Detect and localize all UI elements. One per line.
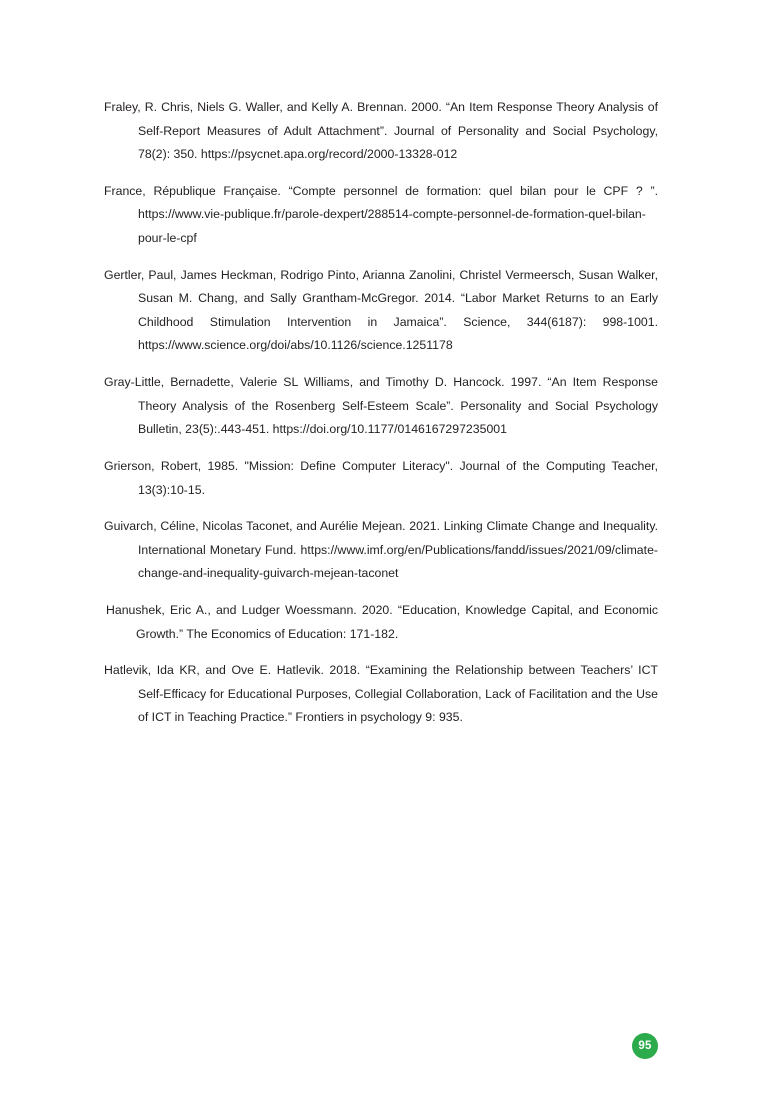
reference-entry: Hanushek, Eric A., and Ludger Woessmann. 2020. “Education, Knowledge Capital, and Economic Growth.” The Economics of Education: 171-182. xyxy=(106,602,658,641)
page-number-badge: 95 xyxy=(632,1033,658,1059)
reference-list xyxy=(104,96,658,730)
reference-entry: Gertler, Paul, James Heckman, Rodrigo Pinto, Arianna Zanolini, Christel Vermeersch, Susan Walker, Susan M. Chang, and Sally Grantham-McGregor. 2014. “Labor Market Returns to an Early Childhood Stimulation Intervention in Jamaica”. Science, 344(6187): 998-1001. https://www.science.org/doi/abs/10.1126/science.1251178 xyxy=(104,267,658,353)
reference-entry: Gray-Little, Bernadette, Valerie SL Williams, and Timothy D. Hancock. 1997. “An Item Response Theory Analysis of the Rosenberg Self-Esteem Scale”. Personality and Social Psychology Bulletin, 23(5):.443-451. https://doi.org/10.1177/0146167297235001 xyxy=(104,375,658,437)
reference-entry: Hatlevik, Ida KR, and Ove E. Hatlevik. 2018. “Examining the Relationship between Teachers’ ICT Self-Efficacy for Educational Purposes, Collegial Collaboration, Lack of Facilitation and the Use of ICT in Teaching Practice.” Frontiers in psychology 9: 935. xyxy=(104,663,658,725)
reference-entry: France, République Française. “Compte personnel de formation: quel bilan pour le CPF ? ”. https://www.vie-publique.fr/parole-dexpert/288514-compte-personnel-de-formation-quel-bilan-pour-le-cpf xyxy=(104,183,658,246)
reference-entry: Grierson, Robert, 1985. "Mission: Define Computer Literacy". Journal of the Computing Teacher, 13(3):10-15. xyxy=(104,458,658,497)
reference-entry: Fraley, R. Chris, Niels G. Waller, and Kelly A. Brennan. 2000. “An Item Response Theory Analysis of Self-Report Measures of Adult Attachment”. Journal of Personality and Social Psychology, 78(2): 350. https://psycnet.apa.org/record/2000-13328-012 xyxy=(104,100,658,162)
reference-entry: Guivarch, Céline, Nicolas Taconet, and Aurélie Mejean. 2021. Linking Climate Change and Inequality. International Monetary Fund. https://www.imf.org/en/Publications/fandd/issues/2021/09/climate-change-and-inequality-guivarch-mejean-taconet xyxy=(104,519,658,581)
